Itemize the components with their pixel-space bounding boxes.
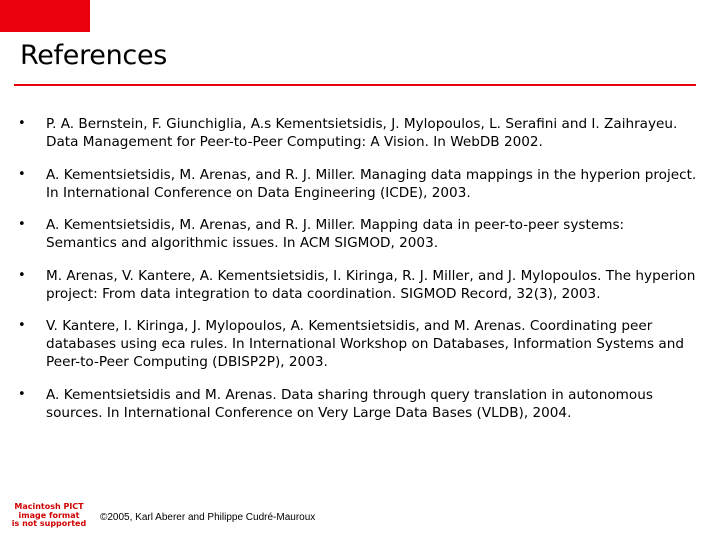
reference-text: M. Arenas, V. Kantere, A. Kementsietsidis, I. Kiringa, R. J. Miller, and J. Mylopoulos. The hyperion project: From data integration to data coordination. SIGMOD Record, 32(3), 2003. <box>46 267 696 302</box>
bullet-icon: • <box>18 386 26 402</box>
pict-placeholder-line: Macintosh PICT <box>14 502 84 511</box>
header-accent-block <box>0 0 90 32</box>
unsupported-image-placeholder <box>4 503 94 539</box>
reference-text: P. A. Bernstein, F. Giunchiglia, A.s Kementsietsidis, J. Mylopoulos, L. Serafini and I. Zaihrayeu. Data Management for Peer-to-Peer Computing: A Vision. In WebDB 2002. <box>46 116 678 150</box>
reference-item <box>18 267 698 303</box>
pict-placeholder-line: image format <box>18 510 80 520</box>
copyright-notice: ©2005, Karl Aberer and Philippe Cudré-Mauroux <box>100 512 316 523</box>
bullet-icon: • <box>18 166 26 182</box>
reference-item <box>18 386 698 422</box>
reference-text: A. Kementsietsidis, M. Arenas, and R. J. Miller. Managing data mappings in the hyperion project. In International Conference on Data Engineering (ICDE), 2003. <box>46 166 697 201</box>
bullet-icon: • <box>18 116 26 131</box>
reference-item <box>18 115 698 151</box>
reference-item <box>18 216 698 252</box>
reference-list <box>18 115 698 436</box>
title-divider <box>14 84 696 86</box>
reference-item <box>18 166 698 202</box>
reference-item <box>18 317 698 371</box>
bullet-icon: • <box>18 217 26 232</box>
bullet-icon: • <box>18 318 26 333</box>
reference-text: A. Kementsietsidis and M. Arenas. Data sharing through query translation in autonomous sources. In International Conference on Very Large Data Bases (VLDB), 2004. <box>46 386 653 421</box>
pict-placeholder-line: is not supported <box>11 519 87 528</box>
bullet-icon: • <box>18 267 26 283</box>
reference-text: A. Kementsietsidis, M. Arenas, and R. J. Miller. Mapping data in peer-to-peer systems: Semantics and algorithmic issues. In ACM SIGMOD, 2003. <box>46 217 625 251</box>
page-title: References <box>20 40 168 71</box>
reference-text: V. Kantere, I. Kiringa, J. Mylopoulos, A. Kementsietsidis, and M. Arenas. Coordinating peer databases using eca rules. In International Workshop on Databases, Information Systems and Peer-to-Peer Computing (DBISP2P), 2003. <box>46 318 684 370</box>
